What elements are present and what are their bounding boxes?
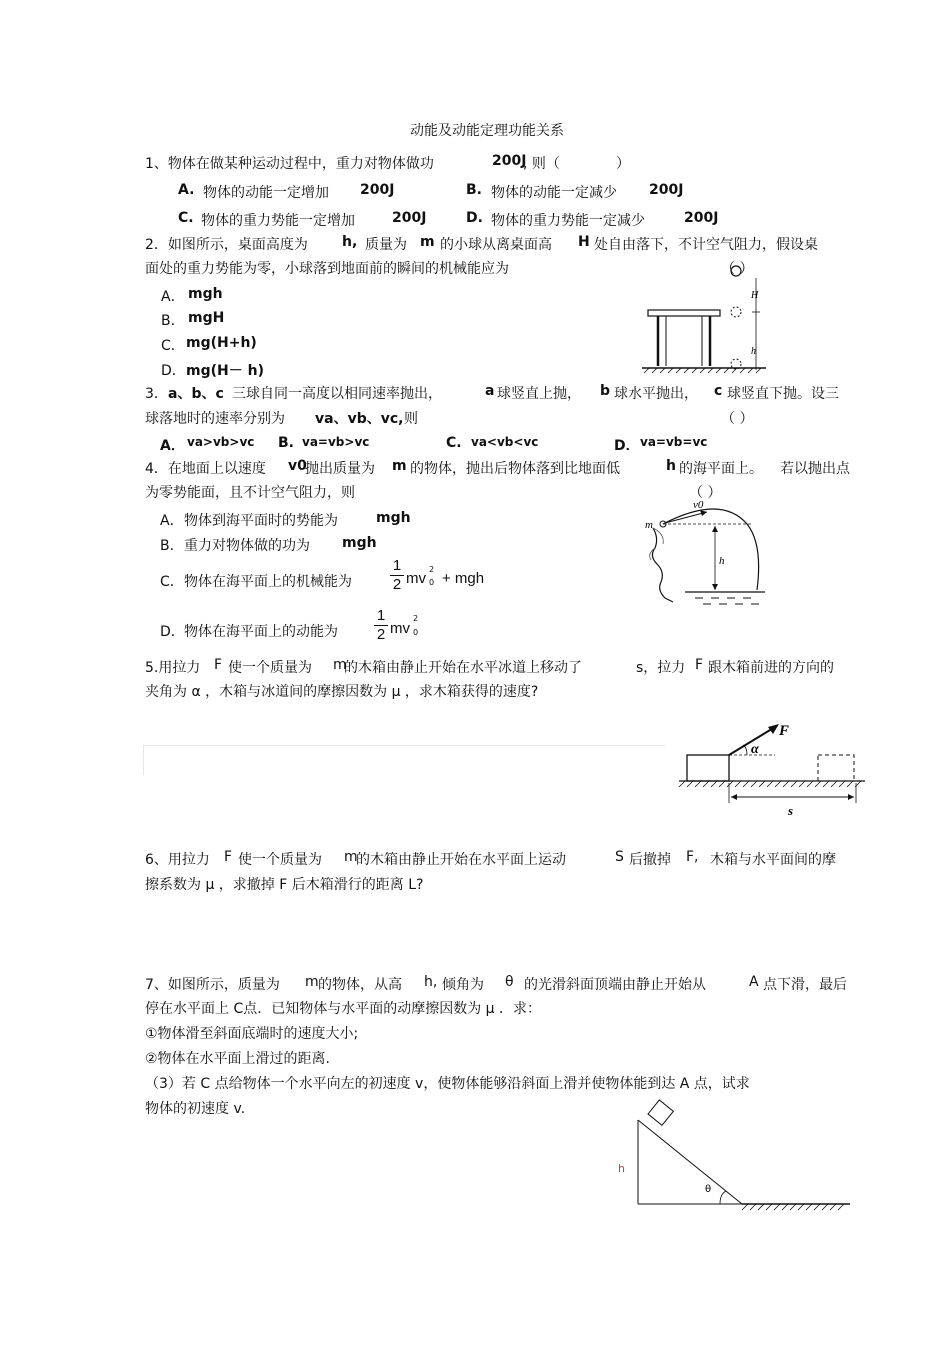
slope-incline <box>638 1120 742 1204</box>
q2-line1-m: m <box>420 234 435 250</box>
q1-option-b-label: B. <box>466 182 482 198</box>
q3-l2-a: 球落地时的速率分别为 <box>145 411 285 427</box>
q2-option-a-label: A． <box>161 289 185 305</box>
q1-bracket-close: ） <box>616 156 630 172</box>
q5-l2: 夹角为 α ，木箱与冰道间的摩擦因数为 μ ，求木箱获得的速度? <box>145 684 539 700</box>
q2-line1-b: 质量为 <box>365 237 407 253</box>
q1-stem: 1、物体在做某种运动过程中，重力对物体做功 <box>145 156 434 172</box>
q7-l4: ②物体在水平面上滑过的距离. <box>145 1051 331 1067</box>
q3-l1-c: 三球自同一高度以相同速率抛出， <box>232 386 442 402</box>
q4-option-c-label: C． <box>160 574 184 590</box>
q3-option-d-label: D． <box>614 438 640 454</box>
q1-option-a-label: A. <box>178 182 195 198</box>
label-F: F <box>779 723 790 739</box>
fraction-denominator: 2 <box>376 626 386 643</box>
q7-slope-figure <box>612 1100 857 1215</box>
q2-line1-d: 处自由落下，不计空气阻力，假设桌 <box>594 237 818 253</box>
q2-table-figure <box>640 258 780 378</box>
q4-option-d-expr: mv <box>390 620 410 637</box>
q4-option-c-sup: 2 <box>429 565 435 574</box>
q4-option-c-expr: mv <box>406 570 426 587</box>
q5-l1-f: s，拉力 <box>636 660 686 676</box>
q3-l1-b-ball: b <box>600 383 611 399</box>
q4-option-b-text: 重力对物体做的功为 <box>184 538 310 554</box>
q4-option-b-label: B． <box>160 538 184 554</box>
q6-l1-F2: F, <box>686 849 699 865</box>
q4-l1-v0: v0 <box>288 458 307 474</box>
q2-option-c-label: C． <box>161 338 185 354</box>
q2-option-c-text: mg(H+h) <box>186 335 257 351</box>
q2-line1-a: 2．如图所示，桌面高度为 <box>145 237 308 253</box>
q4-cliff-figure <box>625 498 775 618</box>
q1-option-a-value: 200J <box>360 182 395 198</box>
label-s: s <box>788 803 794 818</box>
q4-option-d-fraction <box>374 608 388 643</box>
q5-l1-m: m <box>333 657 347 673</box>
q3-l1-a-ball: a <box>485 383 495 399</box>
q3-option-b-label: B. <box>278 435 294 451</box>
q1-option-a-text: 物体的动能一定增加 <box>203 185 329 201</box>
q3-number: 3． <box>145 386 168 402</box>
q3-option-d-text: va=vb=vc <box>640 435 708 449</box>
q3-option-a-text: va>vb>vc <box>187 435 255 449</box>
label-v0: v0 <box>693 499 704 511</box>
label-h: h <box>618 1162 625 1175</box>
q1-stem-tail: , 则（ <box>523 156 560 172</box>
q1-option-d-label: D. <box>466 210 483 226</box>
q3-l2-c: 则 <box>404 411 418 427</box>
q5-box-figure <box>675 715 870 820</box>
q6-l1-S: S <box>615 849 624 865</box>
q2-line1-H: H <box>578 234 590 250</box>
q5-l1-F2: F <box>695 657 704 673</box>
q5-l1-c: 使一个质量为 <box>228 660 312 676</box>
q3-l1-i: 球竖直下抛。设三 <box>727 386 839 402</box>
q4-option-a-label: A． <box>160 513 184 529</box>
q7-l1-h: h, <box>424 974 438 990</box>
q2-option-a-text: mgh <box>188 286 223 302</box>
q3-option-c-text: va<vb<vc <box>471 435 539 449</box>
q4-l1-a: 4．在地面上以速度 <box>145 461 266 477</box>
q4-l1-g: 的海平面上。 <box>679 461 763 477</box>
q5-l1-a: 5.用拉力 <box>145 660 201 676</box>
label-H: H <box>751 290 759 301</box>
q1-option-b-text: 物体的动能一定减少 <box>491 185 617 201</box>
box-end <box>818 755 854 781</box>
q3-l1-g: 球水平抛出， <box>614 386 698 402</box>
box-start <box>687 755 729 781</box>
q6-l1-c: 使一个质量为 <box>238 852 322 868</box>
label-theta: θ <box>705 1184 712 1195</box>
q4-answer-bracket: （ ） <box>689 485 722 501</box>
q7-l1-g: 的光滑斜面顶端由静止开始从 <box>524 977 706 993</box>
q6-l1-a: 6、用拉力 <box>145 852 210 868</box>
q6-l1-m: m <box>344 849 358 865</box>
fraction-denominator: 2 <box>392 576 402 593</box>
q3-balls: a、b、c <box>168 386 224 402</box>
q2-answer-bracket: （ ） <box>721 261 754 277</box>
q2-option-d-text: mg(H－ h) <box>186 363 264 379</box>
q7-l1-a: 7、如图所示，质量为 <box>145 977 280 993</box>
q6-l1-F: F <box>224 849 233 865</box>
page-title: 动能及动能定理功能关系 <box>410 123 564 139</box>
q4-option-c-fraction <box>390 558 404 593</box>
q7-l5: （3）若 C 点给物体一个水平向左的初速度 v，使物体能够沿斜面上滑并使物体能到达 A 点，试求 <box>145 1076 750 1092</box>
label-m: m <box>645 519 653 531</box>
q7-l1-c: 的物体，从高 <box>318 977 402 993</box>
q3-l2-speeds: va、vb、vc, <box>315 411 404 427</box>
q1-option-d-value: 200J <box>684 210 719 226</box>
q2-option-b-label: B． <box>161 313 185 329</box>
q2-option-d-label: D． <box>161 363 186 379</box>
q4-l2: 为零势能面，且不计空气阻力，则 <box>145 485 355 501</box>
q4-l1-h2: 若以抛出点 <box>780 461 850 477</box>
q5-l1-e: 的木箱由静止开始在水平冰道上移动了 <box>344 660 582 676</box>
q7-l1-m: m <box>305 974 319 990</box>
q3-option-a-label: A． <box>160 438 185 454</box>
q3-answer-bracket: （ ） <box>721 411 754 427</box>
q4-l1-m: m <box>392 458 407 474</box>
q4-option-d-text: 物体在海平面上的动能为 <box>184 624 338 640</box>
q4-l1-h: h <box>666 458 676 474</box>
q5-l1-h: 跟木箱前进的方向的 <box>708 660 834 676</box>
q4-option-d-label: D． <box>160 624 185 640</box>
q7-l3: ①物体滑至斜面底端时的速度大小; <box>145 1026 359 1042</box>
q4-l1-c: 抛出质量为 <box>305 461 375 477</box>
q3-option-c-label: C. <box>446 435 462 451</box>
divider <box>143 745 665 746</box>
fraction-numerator: 1 <box>392 557 402 574</box>
ball-mid <box>731 307 741 317</box>
q1-option-c-value: 200J <box>392 210 427 226</box>
q4-option-a-value: mgh <box>376 510 411 526</box>
q1-option-c-text: 物体的重力势能一定增加 <box>201 213 355 229</box>
q4-option-b-value: mgh <box>342 535 377 551</box>
q1-option-b-value: 200J <box>649 182 684 198</box>
q7-l1-theta: θ <box>505 974 514 990</box>
q2-line2: 面处的重力势能为零，小球落到地面前的瞬间的机械能应为 <box>145 261 509 277</box>
label-h: h <box>751 346 756 357</box>
q3-l1-c-ball: c <box>714 383 723 399</box>
q4-option-c-tail: + mgh <box>442 570 485 587</box>
label-h: h <box>719 555 725 567</box>
fraction-numerator: 1 <box>376 607 386 624</box>
label-alpha: α <box>751 742 759 757</box>
q4-option-d-sub: 0 <box>413 628 419 637</box>
q2-line1-h: h, <box>342 234 358 250</box>
q4-option-d-sup: 2 <box>413 614 419 623</box>
q2-line1-c: 的小球从离桌面高 <box>440 237 552 253</box>
q7-l2: 停在水平面上 C点．已知物体与水平面的动摩擦因数为 μ ．求： <box>145 1001 542 1017</box>
q6-l1-i: 木箱与水平面间的摩 <box>710 852 836 868</box>
q6-l1-e: 的木箱由静止开始在水平面上运动 <box>356 852 566 868</box>
trajectory <box>663 509 759 590</box>
q2-option-b-text: mgH <box>188 310 225 326</box>
q7-l1-A: A <box>749 974 759 990</box>
q4-option-c-text: 物体在海平面上的机械能为 <box>184 574 352 590</box>
q4-option-a-text: 物体到海平面时的势能为 <box>184 513 338 529</box>
q6-l1-g: 后撤掉 <box>629 852 671 868</box>
q7-l1-i: 点下滑，最后 <box>763 977 847 993</box>
block-on-slope <box>648 1100 673 1125</box>
angle-arc <box>720 1191 726 1204</box>
q1-option-d-text: 物体的重力势能一定减少 <box>491 213 645 229</box>
divider-stub <box>143 745 144 775</box>
q7-l6: 物体的初速度 v. <box>145 1101 246 1117</box>
ball-top <box>731 266 741 276</box>
q6-l2: 擦系数为 μ ，求撤掉 F 后木箱滑行的距离 L? <box>145 877 424 893</box>
q5-l1-F: F <box>214 657 223 673</box>
q7-l1-e: 倾角为 <box>442 977 484 993</box>
q1-option-c-label: C. <box>178 210 194 226</box>
q4-l1-e: 的物体，抛出后物体落到比地面低 <box>410 461 620 477</box>
table-top <box>648 310 720 316</box>
q3-l1-e: 球竖直上抛， <box>497 386 581 402</box>
q4-option-c-sub: 0 <box>429 578 435 587</box>
q1-stem-value: 200J <box>492 153 527 169</box>
q3-option-b-text: va=vb>vc <box>302 435 370 449</box>
